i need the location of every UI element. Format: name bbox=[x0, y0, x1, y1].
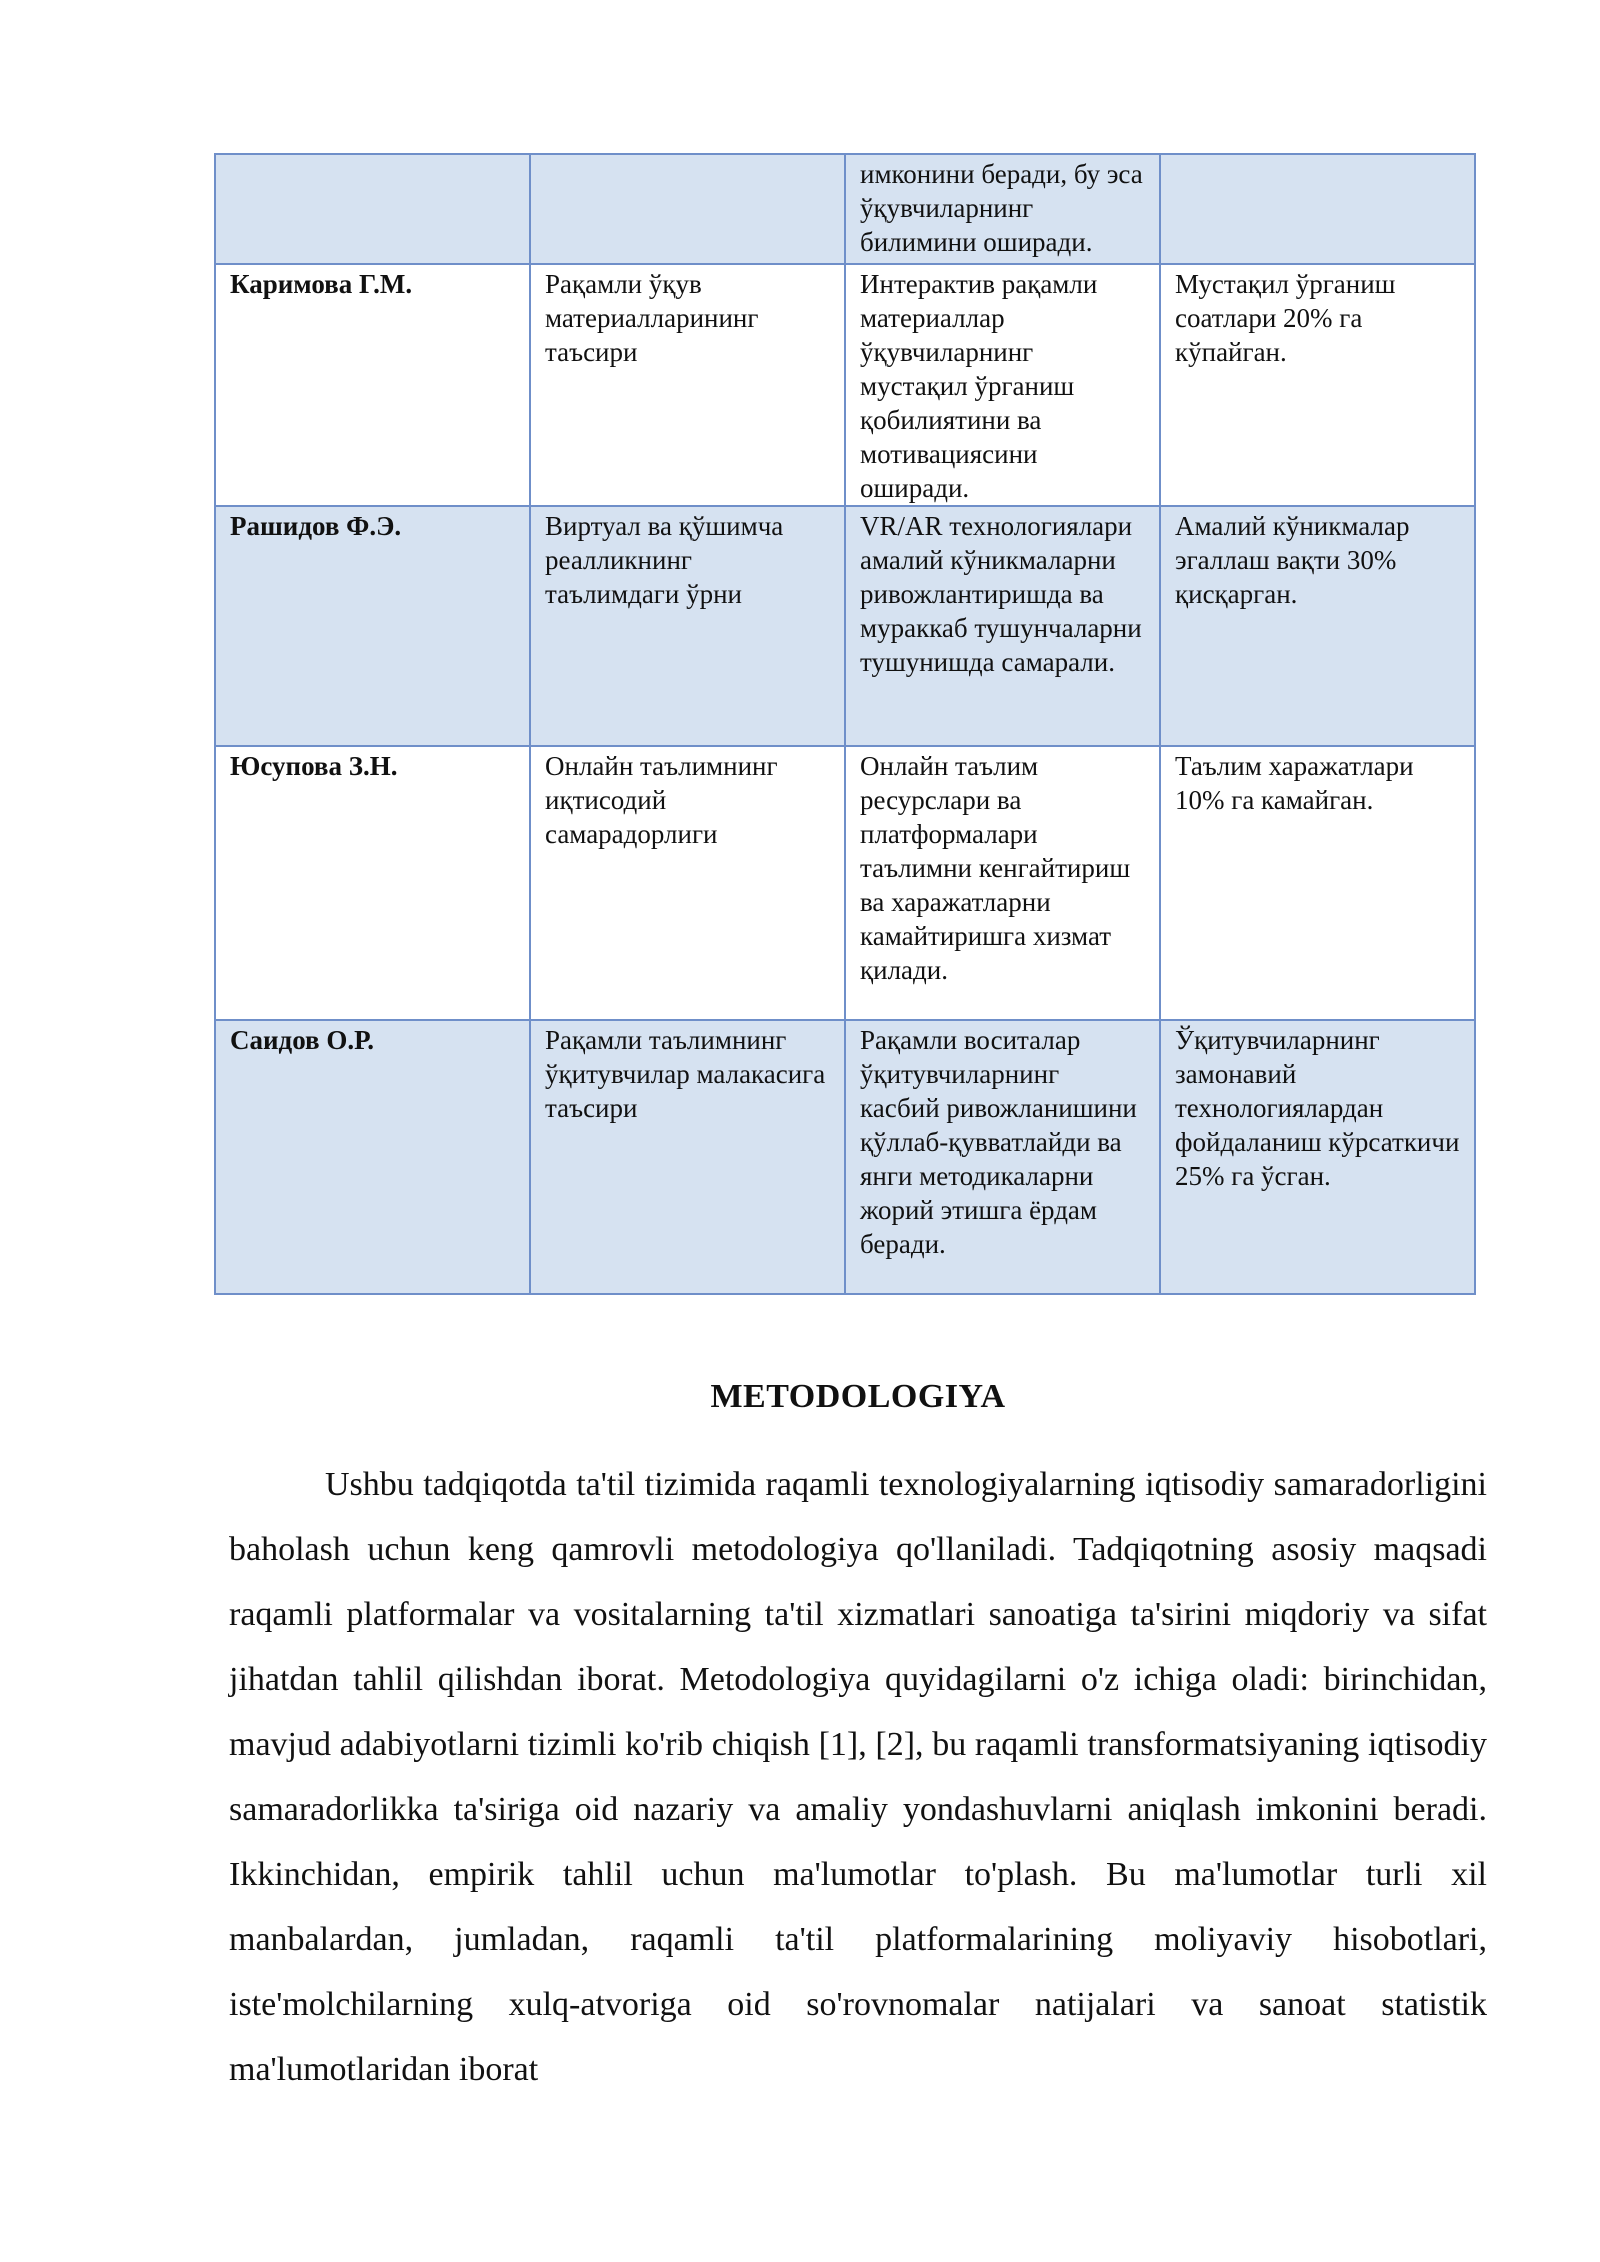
research-table bbox=[214, 153, 1476, 1295]
table-row bbox=[215, 746, 1475, 1020]
table-row bbox=[215, 264, 1475, 506]
table-row bbox=[215, 154, 1475, 264]
topic-cell bbox=[530, 154, 845, 264]
author-cell: Юсупова З.Н. bbox=[215, 746, 530, 1020]
result-cell bbox=[1160, 154, 1475, 264]
finding-cell: Интерактив рақамли материаллар ўқувчиларнинг мустақил ўрганиш қобилиятини ва мотивациясини оширади. bbox=[845, 264, 1160, 506]
table-row bbox=[215, 1020, 1475, 1294]
result-cell: Амалий кўникмалар эгаллаш вақти 30% қисқарган. bbox=[1160, 506, 1475, 746]
result-cell: Ўқитувчиларнинг замонавий технологиялардан фойдаланиш кўрсаткичи 25% га ўсган. bbox=[1160, 1020, 1475, 1294]
topic-cell: Рақамли таълимнинг ўқитувчилар малакасига таъсири bbox=[530, 1020, 845, 1294]
topic-cell: Рақамли ўқув материалларининг таъсири bbox=[530, 264, 845, 506]
result-cell: Таълим харажатлари 10% га камайган. bbox=[1160, 746, 1475, 1020]
author-cell: Каримова Г.М. bbox=[215, 264, 530, 506]
topic-cell: Виртуал ва қўшимча реалликнинг таълимдаги ўрни bbox=[530, 506, 845, 746]
body-paragraph: Ushbu tadqiqotda ta'til tizimida raqamli texnologiyalarning iqtisodiy samaradorligini baholash uchun keng qamrovli metodologiya qo'llaniladi. Tadqiqotning asosiy maqsadi raqamli platformalar va vositalarning ta'til xizmatlari sanoatiga ta'sirini miqdoriy va sifat jihatdan tahlil qilishdan iborat. Metodologiya quyidagilarni o'z ichiga oladi: birinchidan, mavjud adabiyotlarni tizimli ko'rib chiqish [1], [2], bu raqamli transformatsiyaning iqtisodiy samaradorlikka ta'siriga oid nazariy va amaliy yondashuvlarni aniqlash imkonini beradi. Ikkinchidan, empirik tahlil uchun ma'lumotlar to'plash. Bu ma'lumotlar turli xil manbalardan, jumladan, raqamli ta'til platformalarining moliyaviy hisobotlari, iste'molchilarning xulq-atvoriga oid so'rovnomalar natijalari va sanoat statistik ma'lumotlaridan iborat bbox=[229, 1466, 1487, 2088]
author-cell bbox=[215, 154, 530, 264]
section-heading: METODOLOGIYA bbox=[710, 1378, 1006, 1415]
table-row bbox=[215, 506, 1475, 746]
result-cell: Мустақил ўрганиш соатлари 20% га кўпайган. bbox=[1160, 264, 1475, 506]
finding-cell: VR/AR технологиялари амалий кўникмаларни ривожлантиришда ва мураккаб тушунчаларни тушунишда самарали. bbox=[845, 506, 1160, 746]
finding-cell: Рақамли воситалар ўқитувчиларнинг касбий ривожланишини қўллаб-қувватлайди ва янги методикаларни жорий этишга ёрдам беради. bbox=[845, 1020, 1160, 1294]
finding-cell: Онлайн таълим ресурслари ва платформалари таълимни кенгайтириш ва харажатларни камайтиришга хизмат қилади. bbox=[845, 746, 1160, 1020]
finding-cell: имконини беради, бу эса ўқувчиларнинг билимини оширади. bbox=[845, 154, 1160, 264]
author-cell: Саидов О.Р. bbox=[215, 1020, 530, 1294]
author-cell: Рашидов Ф.Э. bbox=[215, 506, 530, 746]
topic-cell: Онлайн таълимнинг иқтисодий самарадорлиги bbox=[530, 746, 845, 1020]
